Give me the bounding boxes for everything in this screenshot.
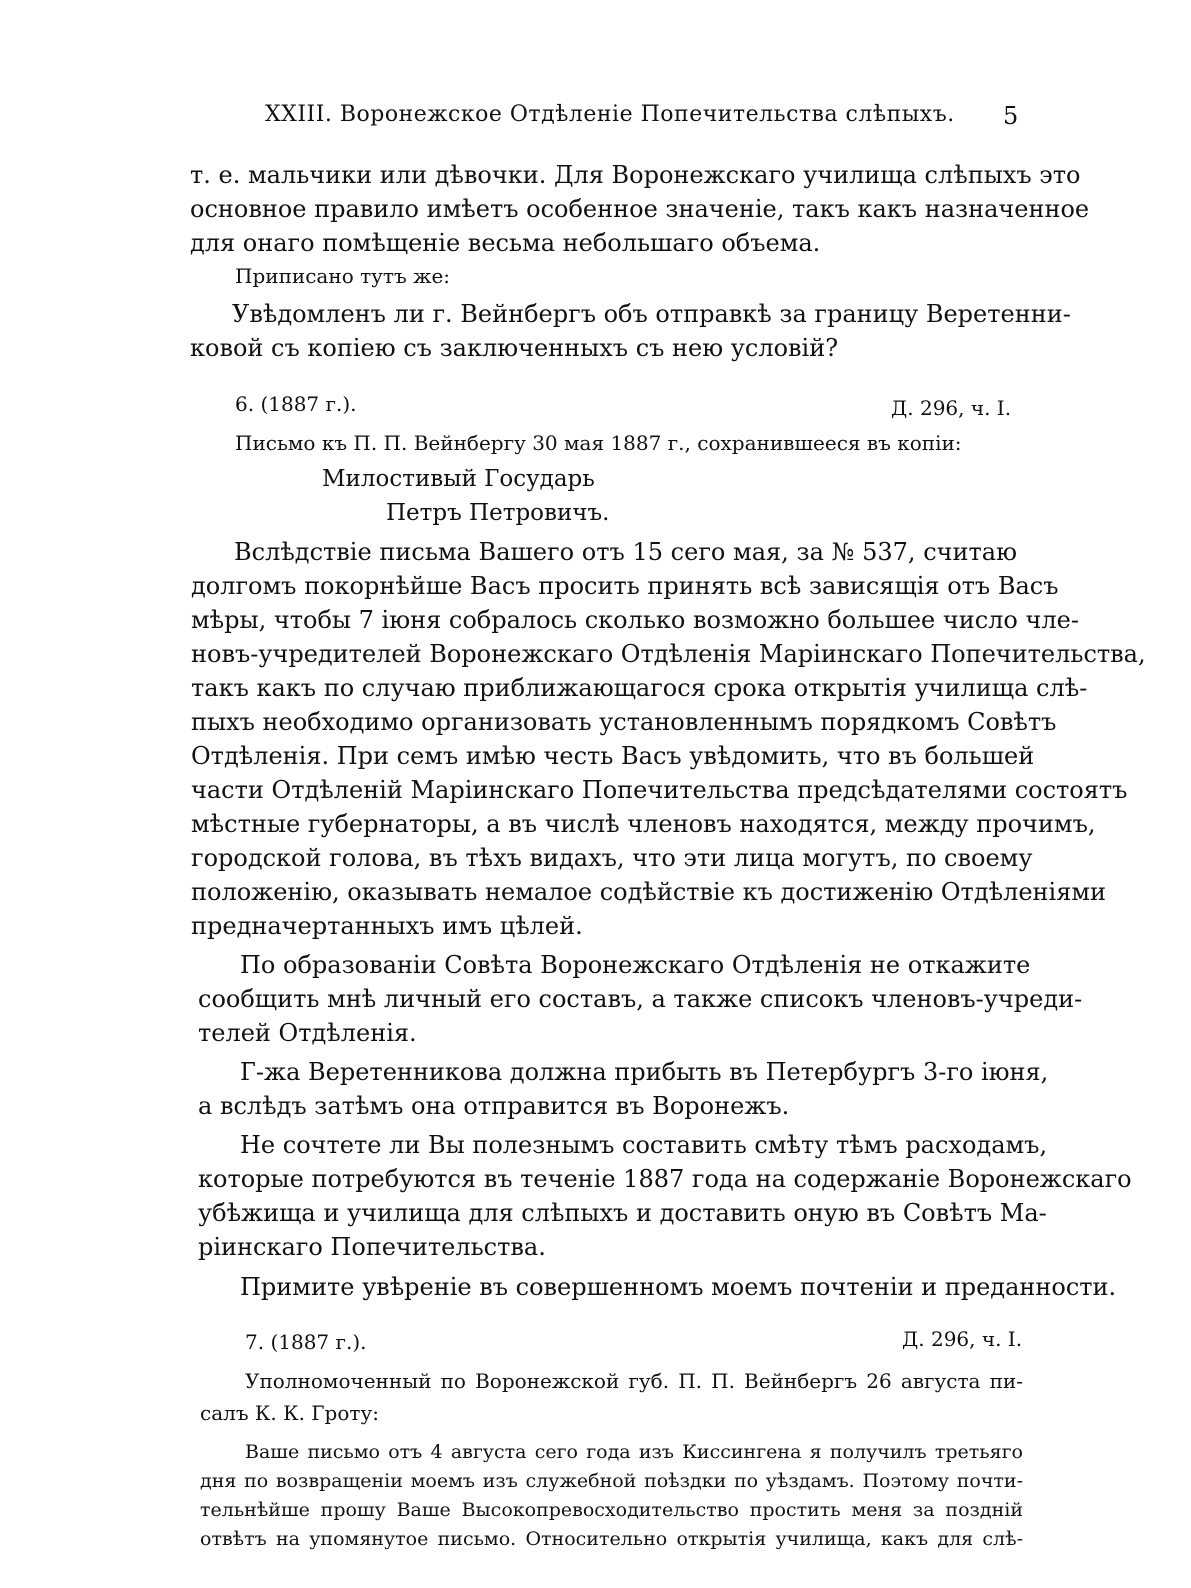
doc6-closing: Примите увѣреніе въ совершенномъ моемъ почтеніи и преданности.: [240, 1273, 1117, 1301]
intro-line-3: для онаго помѣщеніе весьма небольшаго объема.: [190, 229, 821, 257]
intro-line-2: основное правило имѣетъ особенное значеніе, такъ какъ назначенное: [190, 195, 1090, 223]
doc6-p1-line: долгомъ покорнѣйше Васъ просить принять всѣ зависящія отъ Васъ: [191, 572, 1059, 600]
doc7-ref: Д. 296, ч. I.: [902, 1327, 1023, 1351]
note-label: Приписано тутъ же:: [235, 264, 451, 288]
doc7-number: 7. (1887 г.).: [245, 1330, 367, 1354]
doc6-p1-line: положенію, оказывать немалое содѣйствіе къ достиженію Отдѣленіями: [191, 878, 1107, 906]
doc7-letter-line: отвѣтъ на упомянутое письмо. Относительно открытія училища, какъ для слѣ-: [200, 1528, 1023, 1550]
doc6-p1-line: предначертанныхъ имъ цѣлей.: [191, 912, 583, 940]
doc7-letter-line: тельнѣйше прошу Ваше Высокопревосходительство простить меня за поздній: [200, 1499, 1023, 1521]
note-line-1: Увѣдомленъ ли г. Вейнбергъ объ отправкѣ за границу Веретенни-: [232, 300, 1071, 328]
doc6-p1-line: Вслѣдствіе письма Вашего отъ 15 сего мая, за № 537, считаю: [234, 538, 1017, 566]
doc7-intro-line: салъ К. К. Гроту:: [200, 1401, 379, 1425]
doc6-p4-line: ріинскаго Попечительства.: [198, 1233, 546, 1261]
doc6-caption: Письмо къ П. П. Вейнбергу 30 мая 1887 г., сохранившееся въ копіи:: [235, 431, 962, 455]
doc6-p3-line: Г-жа Веретенникова должна прибыть въ Петербургъ 3-го іюня,: [240, 1058, 1049, 1086]
doc6-p1-line: мѣры, чтобы 7 іюня собралось сколько возможно большее число чле-: [191, 606, 1079, 634]
doc6-p1-line: городской голова, въ тѣхъ видахъ, что эти лица могутъ, по своему: [191, 844, 1033, 872]
note-line-2: ковой съ копіею съ заключенныхъ съ нею условій?: [190, 334, 839, 362]
doc7-letter-line: Ваше письмо отъ 4 августа сего года изъ Киссингена я получилъ третьяго: [245, 1441, 1023, 1463]
doc6-salutation-2: Петръ Петровичъ.: [386, 500, 610, 526]
intro-line-1: т. е. мальчики или дѣвочки. Для Воронежскаго училища слѣпыхъ это: [190, 161, 1081, 189]
running-header: XXIII. Воронежское Отдѣленіе Попечительства слѣпыхъ.: [265, 102, 955, 127]
doc6-p1-line: мѣстные губернаторы, а въ числѣ членовъ находятся, между прочимъ,: [191, 810, 1096, 838]
doc6-p1-line: такъ какъ по случаю приближающагося срока открытія училища слѣ-: [191, 674, 1088, 702]
doc6-number: 6. (1887 г.).: [235, 392, 357, 416]
doc6-p2-line: По образованіи Совѣта Воронежскаго Отдѣленія не откажите: [240, 951, 1031, 979]
doc6-p4-line: убѣжища и училища для слѣпыхъ и доставить оную въ Совѣтъ Ма-: [198, 1199, 1047, 1227]
doc6-p1-line: новъ-учредителей Воронежскаго Отдѣленія Маріинскаго Попечительства,: [191, 640, 1146, 668]
doc6-salutation-1: Милостивый Государь: [322, 466, 595, 492]
doc6-p1-line: части Отдѣленій Маріинскаго Попечительства предсѣдателями состоятъ: [191, 776, 1128, 804]
doc6-p3-line: а вслѣдъ затѣмъ она отправится въ Воронежъ.: [198, 1092, 790, 1120]
doc6-p2-line: сообщить мнѣ личный его составъ, а также списокъ членовъ-учреди-: [198, 985, 1083, 1013]
doc7-intro-line: Уполномоченный по Воронежской губ. П. П. Вейнбергъ 26 августа пи-: [245, 1369, 1023, 1393]
doc6-p2-line: телей Отдѣленія.: [198, 1019, 417, 1047]
doc6-ref: Д. 296, ч. I.: [891, 396, 1012, 420]
doc6-p1-line: Отдѣленія. При семъ имѣю честь Васъ увѣдомить, что въ большей: [191, 742, 1035, 770]
doc7-letter-line: дня по возвращеніи моемъ изъ служебной поѣздки по уѣздамъ. Поэтому почти-: [200, 1470, 1023, 1492]
doc6-p4-line: Не сочтете ли Вы полезнымъ составить смѣту тѣмъ расходамъ,: [240, 1131, 1048, 1159]
page-number: 5: [1003, 102, 1019, 130]
doc6-p4-line: которые потребуются въ теченіе 1887 года на содержаніе Воронежскаго: [198, 1165, 1132, 1193]
doc6-p1-line: пыхъ необходимо организовать установленнымъ порядкомъ Совѣтъ: [191, 708, 1057, 736]
